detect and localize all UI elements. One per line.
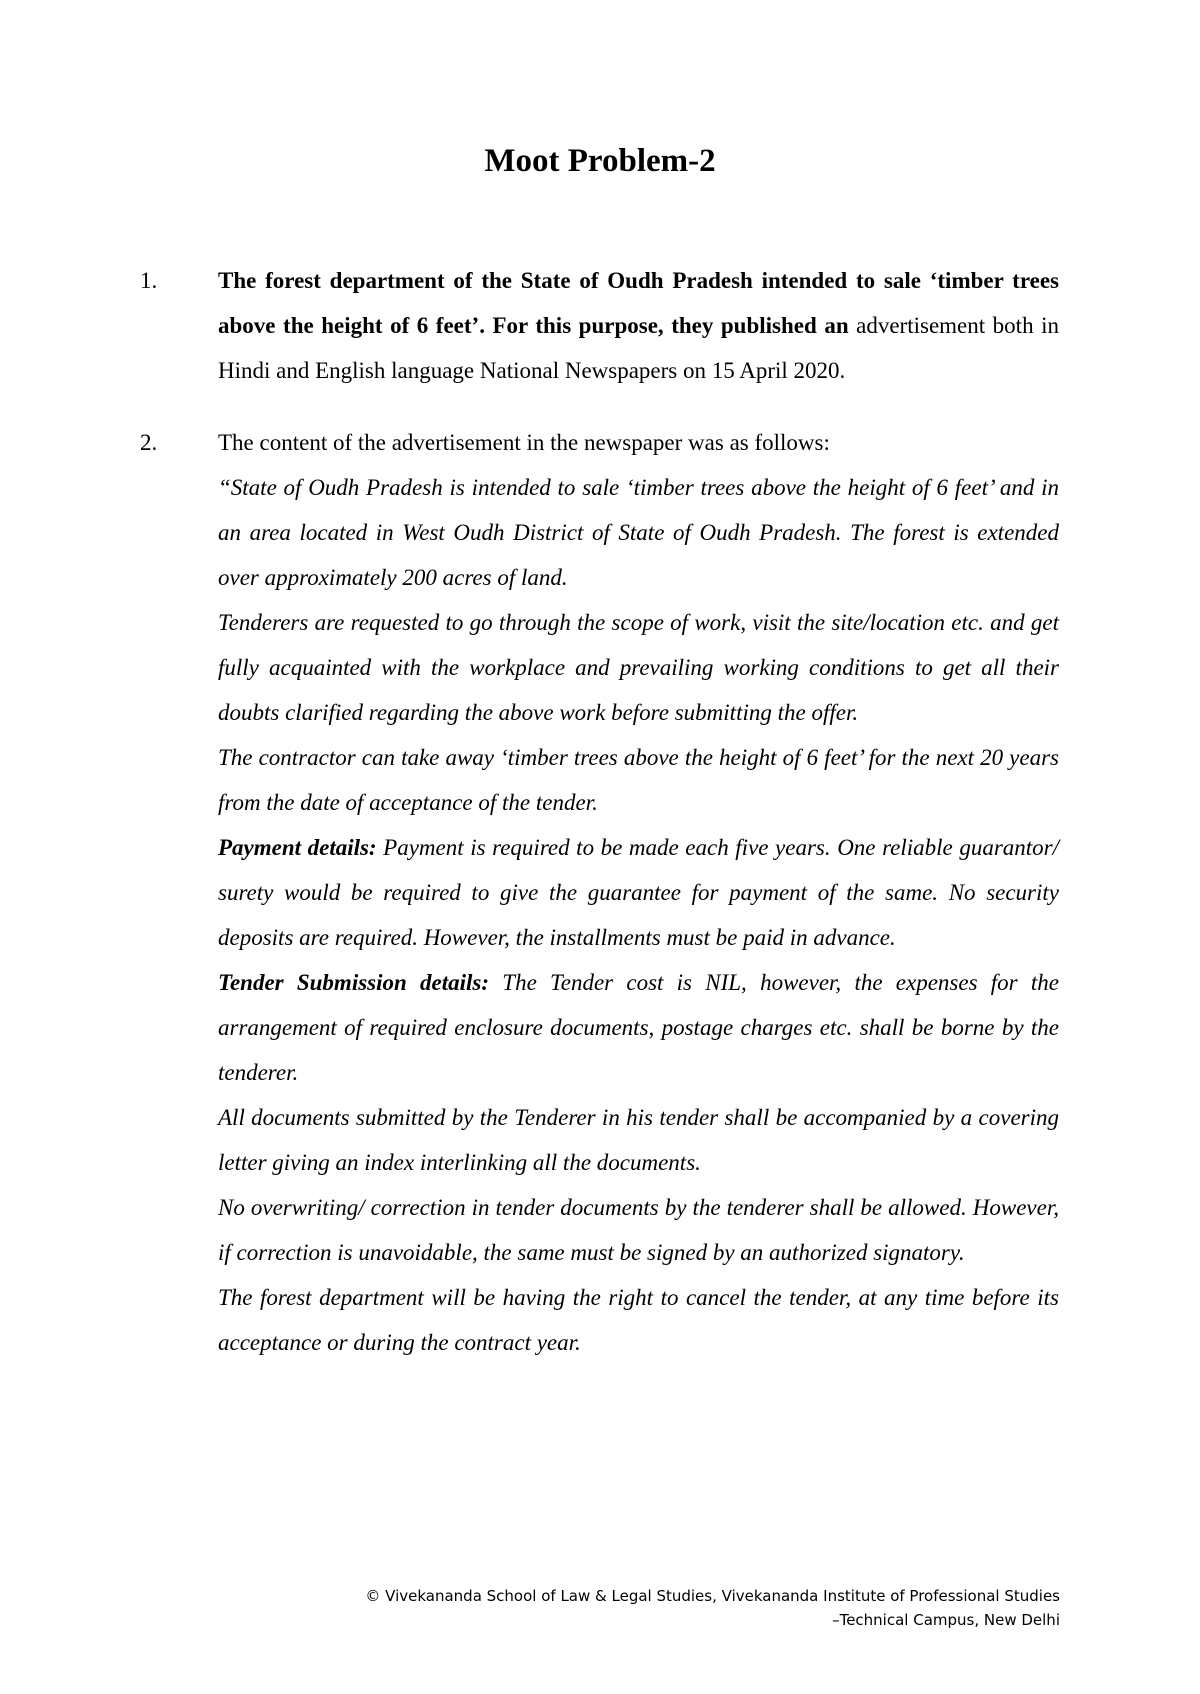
- advert-paragraph: Tenderers are requested to go through the scope of work, visit the site/location etc. and get fully acquainted with the workplace and prevailing working conditions to get all their doubts clarified regarding the above work before submitting the offer.: [218, 610, 1059, 725]
- item-body: [218, 420, 1059, 1365]
- footer-line: –Technical Campus, New Delhi: [832, 1611, 1060, 1629]
- advert-paragraph: “State of Oudh Pradesh is intended to sale ‘timber trees above the height of 6 feet’ and in an area located in West Oudh District of State of Oudh Pradesh. The forest is extended over approximately 200 acres of land.: [218, 475, 1059, 590]
- tender-paragraph: [218, 960, 1059, 1095]
- advert-paragraph: No overwriting/ correction in tender documents by the tenderer shall be allowed. However, if correction is unavoidable, the same must be signed by an authorized signatory.: [218, 1195, 1059, 1265]
- payment-text: Payment is required to be made each five years. One reliable guarantor/ surety would be required to give the guarantee for payment of the same. No security deposits are required. However, the installments must be paid in advance.: [218, 835, 1060, 950]
- tender-text: The Tender cost is NIL, however, the expenses for the arrangement of required enclosure documents, postage charges etc. shall be borne by the tenderer.: [218, 970, 1059, 1085]
- page-title: Moot Problem-2: [484, 143, 716, 179]
- advert-paragraph: All documents submitted by the Tenderer in his tender shall be accompanied by a covering letter giving an index interlinking all the documents.: [218, 1105, 1059, 1175]
- payment-label: Payment details:: [218, 835, 377, 860]
- item-body: [218, 258, 1059, 393]
- payment-paragraph: [218, 825, 1059, 960]
- tender-label: Tender Submission details:: [218, 970, 490, 995]
- item-text-regular: advertisement both in Hindi and English language National Newspapers on 15 April 2020.: [218, 313, 1059, 383]
- advert-paragraph: The contractor can take away ‘timber trees above the height of 6 feet’ for the next 20 years from the date of acceptance of the tender.: [218, 745, 1059, 815]
- footer-line: © Vivekananda School of Law & Legal Studies, Vivekananda Institute of Professional Studies: [365, 1587, 1060, 1605]
- item-intro: The content of the advertisement in the newspaper was as follows:: [218, 430, 830, 455]
- item-text-bold: The forest department of the State of Oudh Pradesh intended to sale ‘timber trees above the height of 6 feet’. For this purpose, they published an: [218, 268, 1059, 338]
- item-number: 2.: [140, 430, 158, 455]
- item-number: 1.: [140, 268, 158, 293]
- advert-paragraph: The forest department will be having the right to cancel the tender, at any time before its acceptance or during the contract year.: [218, 1285, 1059, 1355]
- page-footer: [365, 1584, 1060, 1632]
